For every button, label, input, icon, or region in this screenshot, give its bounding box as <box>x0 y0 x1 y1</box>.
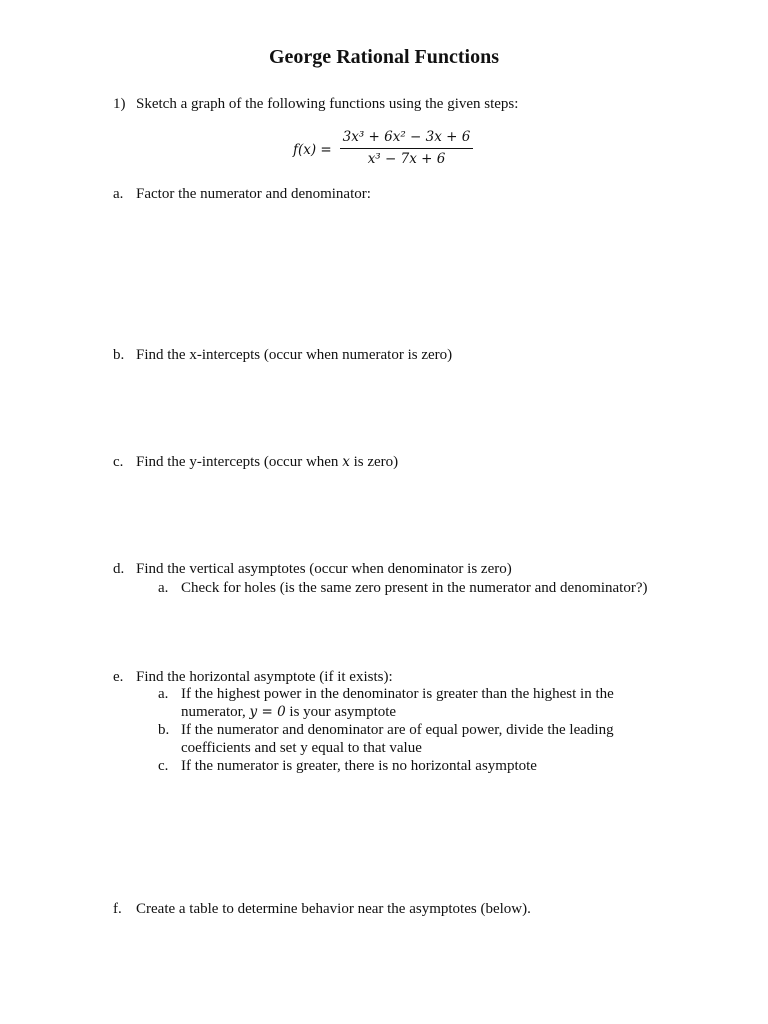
step-f-text: Create a table to determine behavior near the asymptotes (below). <box>136 901 531 917</box>
step-d-text: Find the vertical asymptotes (occur when denominator is zero) <box>136 561 512 577</box>
step-d-sub-a-marker: a. <box>158 580 169 596</box>
step-e-sub-b-line2: coefficients and set y equal to that value <box>181 740 422 756</box>
step-a-text: Factor the numerator and denominator: <box>136 186 371 202</box>
step-e-sub-a-line2 <box>181 703 396 721</box>
step-e-sub-b-marker: b. <box>158 722 170 738</box>
step-e-sub-c-marker: c. <box>158 758 169 774</box>
step-e-text: Find the horizontal asymptote (if it exists): <box>136 669 393 685</box>
step-a-marker: a. <box>113 186 124 202</box>
step-d-sub-a-text: Check for holes (is the same zero present in the numerator and denominator?) <box>181 580 648 596</box>
step-e-sub-a-math: y = 0 <box>249 704 286 720</box>
step-c-text <box>136 453 398 471</box>
equation-lhs: f(x) = <box>293 142 332 158</box>
equation-denominator: x³ − 7x + 6 <box>367 151 446 167</box>
equation-numerator: 3x³ + 6x² − 3x + 6 <box>342 129 471 145</box>
step-d-marker: d. <box>113 561 125 577</box>
equation-fraction <box>340 129 473 168</box>
step-b-text: Find the x-intercepts (occur when numerator is zero) <box>136 347 453 363</box>
step-e-sub-c-text: If the numerator is greater, there is no horizontal asymptote <box>181 758 537 774</box>
step-f-marker: f. <box>113 901 122 917</box>
question-number: 1) <box>113 96 126 112</box>
step-b-marker: b. <box>113 347 125 363</box>
step-e-sub-b-line1: If the numerator and denominator are of equal power, divide the leading <box>181 722 614 738</box>
step-c-text-after: is zero) <box>353 454 399 470</box>
step-e-sub-a-marker: a. <box>158 686 169 702</box>
step-e-sub-a-line2-before: numerator, <box>181 704 246 720</box>
step-c-marker: c. <box>113 454 124 470</box>
step-c-text-before: Find the y-intercepts (occur when <box>136 454 339 470</box>
step-e-marker: e. <box>113 669 124 685</box>
question-text: Sketch a graph of the following functions using the given steps: <box>136 96 519 112</box>
page-title: George Rational Functions <box>269 46 499 68</box>
step-c-variable: x <box>342 454 350 470</box>
fraction-bar <box>340 148 473 149</box>
step-e-sub-a-line2-after: is your asymptote <box>289 704 397 720</box>
step-e-sub-a-line1: If the highest power in the denominator is greater than the highest in the <box>181 686 614 702</box>
